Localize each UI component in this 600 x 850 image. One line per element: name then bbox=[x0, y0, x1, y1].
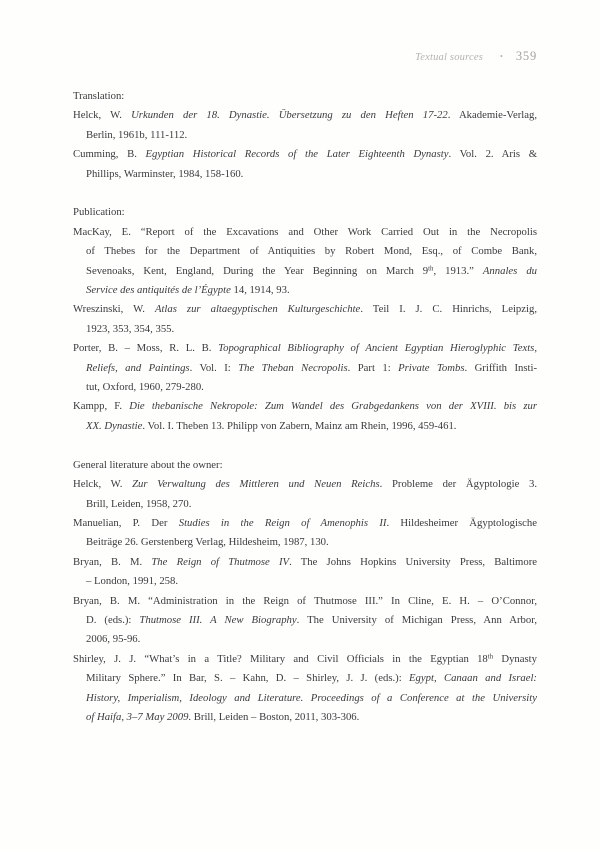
reference-text: . Probleme der Ägyptologie 3. bbox=[379, 478, 537, 491]
reference-line bbox=[73, 242, 537, 261]
reference-line bbox=[73, 378, 537, 397]
title-italic-text: History, Imperialism, Ideology and Literature. Proceedings of a Conference at the University bbox=[86, 691, 537, 704]
superscript-ordinal: th bbox=[428, 265, 434, 273]
reference-line bbox=[73, 708, 537, 727]
reference-line bbox=[73, 126, 537, 145]
title-italic-text: The Theban Necropolis bbox=[238, 361, 348, 374]
reference-line bbox=[73, 145, 537, 164]
reference-text: Bryan, B. M. “Administration in the Reign of Thutmose III.” In Cline, E. H. – O’Connor, bbox=[73, 594, 537, 607]
title-italic-text: Urkunden der 18. Dynastie. Übersetzung zu den Heften 17-22 bbox=[131, 109, 448, 122]
reference-text: . Vol. I. Theben 13. Philipp von Zabern, Mainz am Rhein, 1996, 459-461. bbox=[142, 419, 457, 432]
title-italic-text: Studies in the Reign of Amenophis II bbox=[178, 516, 387, 529]
reference-text: 2006, 95-96. bbox=[86, 633, 141, 646]
running-header bbox=[73, 47, 537, 65]
reference-text: Cumming, B. bbox=[73, 148, 146, 161]
running-header-section-title: Textual sources bbox=[415, 52, 484, 63]
reference-text: . Part 1: bbox=[347, 361, 399, 374]
reference-line bbox=[73, 300, 537, 319]
reference-text: . Vol. I: bbox=[189, 361, 239, 374]
reference-line bbox=[73, 359, 537, 378]
reference-entry bbox=[73, 650, 537, 728]
reference-entry bbox=[73, 475, 537, 514]
page-number: 359 bbox=[515, 49, 537, 63]
reference-text: Porter, B. – Moss, R. L. B. bbox=[73, 342, 219, 355]
section-heading: Translation: bbox=[73, 90, 125, 102]
reference-line bbox=[73, 630, 537, 649]
reference-text: 14, 1914, 93. bbox=[230, 284, 290, 297]
reference-entry bbox=[73, 145, 537, 184]
reference-line bbox=[73, 417, 537, 436]
reference-line bbox=[73, 572, 537, 591]
reference-line bbox=[73, 514, 537, 533]
reference-entry bbox=[73, 514, 537, 553]
reference-text: Berlin, 1961b, 111-112. bbox=[86, 128, 188, 141]
reference-line bbox=[73, 592, 537, 611]
reference-text: Wreszinski, W. bbox=[73, 303, 155, 316]
reference-line bbox=[73, 281, 537, 300]
reference-text: Kampp, F. bbox=[73, 400, 130, 413]
reference-entry bbox=[73, 339, 537, 397]
separator-bullet-icon: • bbox=[500, 51, 503, 61]
reference-line bbox=[73, 650, 537, 669]
reference-text: tut, Oxford, 1960, 279-280. bbox=[86, 381, 204, 394]
reference-entry bbox=[73, 553, 537, 592]
reference-text: Bryan, B. M. bbox=[73, 555, 152, 568]
reference-text: Helck, W. bbox=[73, 478, 133, 491]
title-italic-text: XX. Dynastie bbox=[86, 419, 143, 432]
title-italic-text: Atlas zur altaegyptischen Kulturgeschichte bbox=[154, 303, 361, 316]
title-italic-text: Topographical Bibliography of Ancient Egyptian Hieroglyphic Texts, bbox=[218, 342, 537, 355]
bibliography bbox=[73, 87, 537, 727]
superscript-ordinal: th bbox=[487, 653, 494, 661]
title-italic-text: Egyptian Historical Records of the Later Eighteenth Dynasty bbox=[145, 148, 449, 161]
title-italic-text: The Reign of Thutmose IV bbox=[151, 555, 290, 568]
reference-entry bbox=[73, 223, 537, 301]
reference-line bbox=[73, 165, 537, 184]
reference-entry bbox=[73, 397, 537, 436]
reference-text: . The University of Michigan Press, Ann Arbor, bbox=[296, 613, 537, 626]
reference-text: . Akademie-Verlag, bbox=[447, 109, 537, 122]
title-italic-text: Thutmose III. A New Biography bbox=[139, 613, 297, 626]
reference-text: Helck, W. bbox=[73, 109, 132, 122]
bibliography-section bbox=[73, 87, 537, 184]
bibliography-section bbox=[73, 203, 537, 436]
title-italic-text: Zur Verwaltung des Mittleren und Neuen Reichs bbox=[132, 478, 380, 491]
reference-line bbox=[73, 611, 537, 630]
bibliography-section bbox=[73, 456, 537, 728]
reference-line bbox=[73, 533, 537, 552]
reference-text: . Brill, Leiden – Boston, 2011, 303-306. bbox=[188, 710, 360, 723]
reference-text: of Thebes for the Department of Antiquities by Robert Mond, Esq., of Combe Bank, bbox=[86, 245, 537, 258]
reference-text: . The Johns Hopkins University Press, Baltimore bbox=[289, 555, 538, 568]
reference-line bbox=[73, 553, 537, 572]
reference-text: Sevenoaks, Kent, England, During the Year Beginning on March 9 bbox=[86, 264, 429, 277]
reference-text: , 1913.” bbox=[433, 264, 483, 277]
reference-line bbox=[73, 397, 537, 416]
reference-text: Beiträge 26. Gerstenberg Verlag, Hildesheim, 1987, 130. bbox=[86, 536, 329, 549]
title-italic-text: Annales du bbox=[482, 264, 538, 277]
reference-text: . Teil I. J. C. Hinrichs, Leipzig, bbox=[360, 303, 537, 316]
reference-text: Military Sphere.” In Bar, S. – Kahn, D. – Shirley, J. J. (eds.): bbox=[86, 672, 410, 685]
reference-text: Shirley, J. J. “What’s in a Title? Military and Civil Officials in the Egyptian 18 bbox=[73, 652, 488, 665]
reference-line bbox=[73, 689, 537, 708]
title-italic-text: Egypt, Canaan and Israel: bbox=[409, 672, 537, 685]
reference-entry bbox=[73, 592, 537, 650]
reference-line bbox=[73, 106, 537, 125]
reference-text: Dynasty bbox=[493, 652, 537, 665]
reference-text: MacKay, E. “Report of the Excavations and Other Work Carried Out in the Necropolis bbox=[73, 225, 537, 238]
reference-text: Manuelian, P. Der bbox=[73, 516, 179, 529]
reference-line bbox=[73, 223, 537, 242]
section-heading: General literature about the owner: bbox=[73, 458, 223, 471]
section-heading: Publication: bbox=[73, 206, 125, 219]
reference-line bbox=[73, 339, 537, 358]
reference-text: 1923, 353, 354, 355. bbox=[86, 322, 175, 335]
reference-line bbox=[73, 320, 537, 339]
reference-text: Brill, Leiden, 1958, 270. bbox=[86, 497, 192, 510]
reference-text: – London, 1991, 258. bbox=[86, 575, 179, 588]
title-italic-text: Reliefs, and Paintings bbox=[86, 361, 190, 374]
reference-line bbox=[73, 495, 537, 514]
reference-line bbox=[73, 669, 537, 688]
reference-text: . Vol. 2. Aris & bbox=[448, 148, 538, 161]
reference-line bbox=[73, 475, 537, 494]
title-italic-text: Die thebanische Nekropole: Zum Wandel des Grabgedankens von der XVIII. bis zur bbox=[129, 400, 538, 413]
title-italic-text: Service des antiquités de l’Égypte bbox=[86, 284, 231, 297]
reference-line bbox=[73, 262, 537, 281]
reference-entry bbox=[73, 106, 537, 145]
reference-text: . Hildesheimer Ägyptologische bbox=[386, 516, 537, 529]
reference-entry bbox=[73, 300, 537, 339]
reference-text: D. (eds.): bbox=[86, 613, 140, 626]
reference-text: Phillips, Warminster, 1984, 158-160. bbox=[86, 167, 244, 180]
title-italic-text: Private Tombs bbox=[398, 361, 465, 374]
reference-text: . Griffith Insti- bbox=[464, 361, 538, 374]
title-italic-text: of Haifa, 3–7 May 2009 bbox=[86, 710, 189, 723]
